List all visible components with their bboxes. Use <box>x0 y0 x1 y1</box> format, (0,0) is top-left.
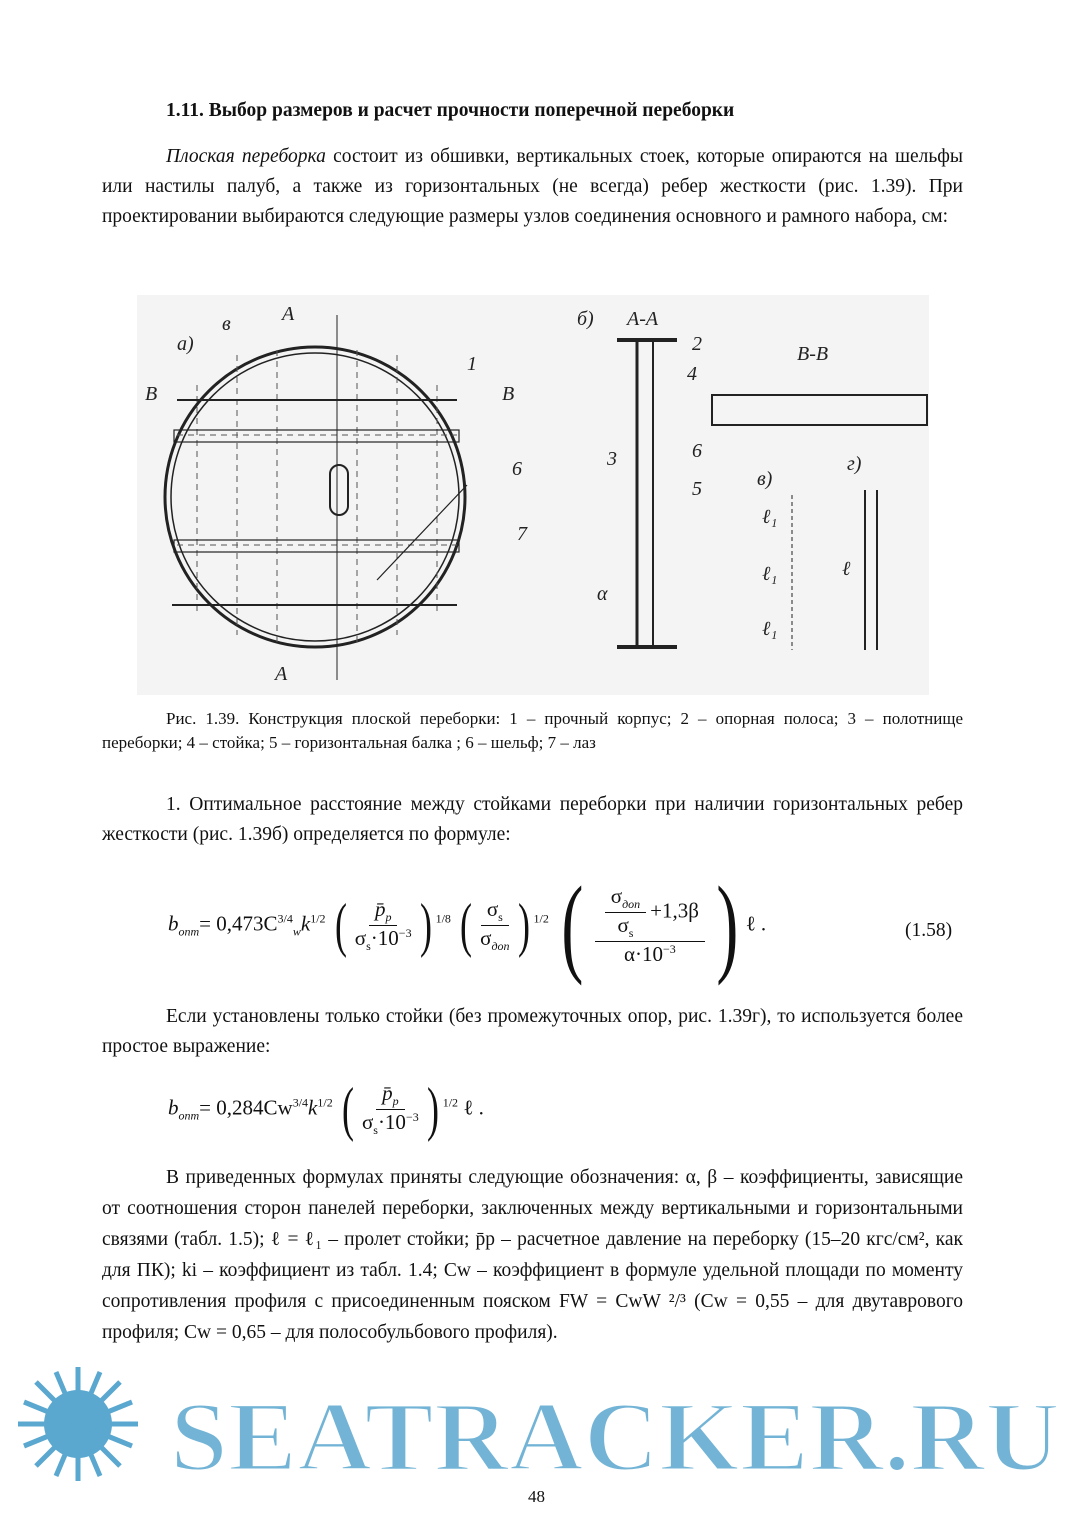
equation-number: (1.58) <box>905 920 953 941</box>
paragraph-2: Если установлены только стойки (без промежуточных опор, рис. 1.39г), то используется более простое выражение: <box>102 1006 963 1057</box>
f-sup: 3/4 <box>277 911 293 926</box>
label-4: 4 <box>687 363 697 385</box>
f-ell: ℓ . <box>745 911 767 936</box>
label-l1-a: ℓ₁ <box>762 506 778 528</box>
label-l1-c: ℓ₁ <box>762 618 778 640</box>
f-ten: ·10 <box>370 926 399 950</box>
f-alpha: α·10 <box>623 942 663 967</box>
f-dop2: доп <box>622 897 641 911</box>
f-lhs-sub: опт <box>178 924 200 939</box>
f2-lhs: b <box>168 1095 179 1120</box>
f2-e12: 1/2 <box>442 1095 459 1110</box>
f2-k: k <box>308 1095 318 1120</box>
figure-drawing <box>137 295 929 695</box>
label-7: 7 <box>517 523 527 545</box>
label-alpha: α <box>597 583 608 605</box>
f-sub: w <box>292 924 301 939</box>
f-s2: s <box>628 926 634 941</box>
f2-sup: 3/4 <box>292 1095 309 1110</box>
f2-psub: p <box>392 1094 399 1108</box>
formula-2: $b_{опт}= 0,284Cw^{3/4}k^{1/2}$ ( $\frac{p̄_p}{\sigma_s\cdot 10^{-3}}$ ) $^{1/2}$ ℓ . <box>168 1076 484 1142</box>
f-ksup: 1/2 <box>310 911 326 926</box>
f-lhs: b <box>168 911 179 936</box>
label-b: б) <box>577 308 594 330</box>
label-6-circle: 6 <box>512 458 522 480</box>
watermark-text: SEATRACKER.RU <box>170 1381 1060 1482</box>
f-sigsub: s <box>366 939 371 954</box>
f-psub: p <box>385 910 392 924</box>
f-k: k <box>300 911 311 936</box>
label-2: 2 <box>692 333 702 355</box>
f-sig: σ <box>354 926 367 950</box>
formula-1-58: $b_{опт}= 0,473C^{3/4}_wk^{1/2}$ ( $\frac{p̄_p}{\sigma_s\cdot 10^{-3}}$ ) $^{1/8}$ ( $\frac{\sigma_s}{\sigma_{доп}}$ ) $^{1/2}$ ( $\frac{\sigma_{доп}}{\sigma_s}$ +1,3β $\alpha\cdot 10^{-3}$ ) ℓ . <box>168 864 767 986</box>
section-heading: 1.11. Выбор размеров и расчет прочности поперечной переборки <box>166 100 735 121</box>
f2-coef: = 0,284Cw <box>199 1095 293 1120</box>
f2-ell: ℓ . <box>463 1095 484 1120</box>
f2-ten: ·10 <box>377 1110 406 1134</box>
f-sigd2: σ <box>610 883 623 908</box>
f-sigs: σ <box>486 896 499 921</box>
label-3: 3 <box>607 448 617 470</box>
label-a: а) <box>177 333 194 355</box>
f-sigd: σ <box>480 926 492 950</box>
figure-caption: Рис. 1.39. Конструкция плоской переборки: 1 – прочный корпус; 2 – опорная полоса; 3 – полотнище переборки; 4 – стойка; 5 – горизонтальная балка ; 6 – шельф; 7 – лаз <box>102 709 963 752</box>
label-5: 5 <box>692 478 702 500</box>
term: Плоская переборка <box>166 146 326 167</box>
paragraph-3: В приведенных формулах приняты следующие обозначения: α, β – коэффициенты, зависящие от соотношения сторон панелей переборки, заключенных между вертикальными и горизонтальными связями (табл. 1.5); ℓ = ℓ₁ – пролет стойки; p̄p – расчетное давление на переборку (15–20 кгс/см², как для ПК); ki – коэффициент из табл. 1.4; Cw – коэффициент в формуле удельной площади по моменту сопротивления профиля с присоединенным пояском FW = CwW ²/³ (Cw = 0,55 – для двутаврового профиля; Cw = 0,65 – для полособульбового профиля). <box>102 1167 963 1343</box>
watermark <box>0 1362 1080 1482</box>
label-1: 1 <box>467 353 477 375</box>
label-6: 6 <box>692 440 702 462</box>
intro-text: состоит из обшивки, вертикальных стоек, которые опираются на шельфы или настилы палуб, а также из горизонтальных (не всегда) ребер жесткости (рис. 1.39). При проектировании выбираются следующие размеры узлов соединения основного и рамного набора, см: <box>102 146 963 227</box>
label-g: г) <box>847 453 862 475</box>
label-bb: В-В <box>797 343 829 365</box>
intro-paragraph <box>102 142 963 232</box>
f-s: s <box>498 910 503 924</box>
f-sigs2: σ <box>617 913 629 937</box>
f-plus: +1,3β <box>650 898 699 923</box>
f-coef: = 0,473C <box>199 911 278 936</box>
label-v: в) <box>757 468 773 490</box>
label-l: ℓ <box>842 558 851 580</box>
f2-sig: σ <box>361 1110 374 1134</box>
label-bw: в <box>222 313 231 335</box>
f-dop: доп <box>491 939 510 954</box>
f-exp: −3 <box>398 926 412 940</box>
sun-logo-icon <box>18 1367 138 1481</box>
label-A-top: А <box>282 303 295 325</box>
f2-lhs-sub: опт <box>178 1108 200 1123</box>
paragraph-1: 1. Оптимальное расстояние между стойками переборки при наличии горизонтальных ребер жесткости (рис. 1.39б) определяется по формуле: <box>102 794 963 845</box>
f-e12: 1/2 <box>533 911 549 926</box>
label-A-bottom: А <box>275 663 288 685</box>
label-B-left: В <box>145 383 158 405</box>
f-e18: 1/8 <box>435 911 451 926</box>
f2-sigsub: s <box>373 1123 378 1138</box>
f2-ksup: 1/2 <box>317 1095 333 1110</box>
f-p: p̄ <box>374 896 386 921</box>
label-l1-b: ℓ₁ <box>762 563 778 585</box>
page-number: 48 <box>528 1487 545 1506</box>
f2-p: p̄ <box>382 1080 393 1105</box>
label-B-right: В <box>502 383 515 405</box>
f2-exp: −3 <box>405 1110 419 1124</box>
f-exp2: −3 <box>662 942 676 957</box>
label-aa: А-А <box>627 308 659 330</box>
